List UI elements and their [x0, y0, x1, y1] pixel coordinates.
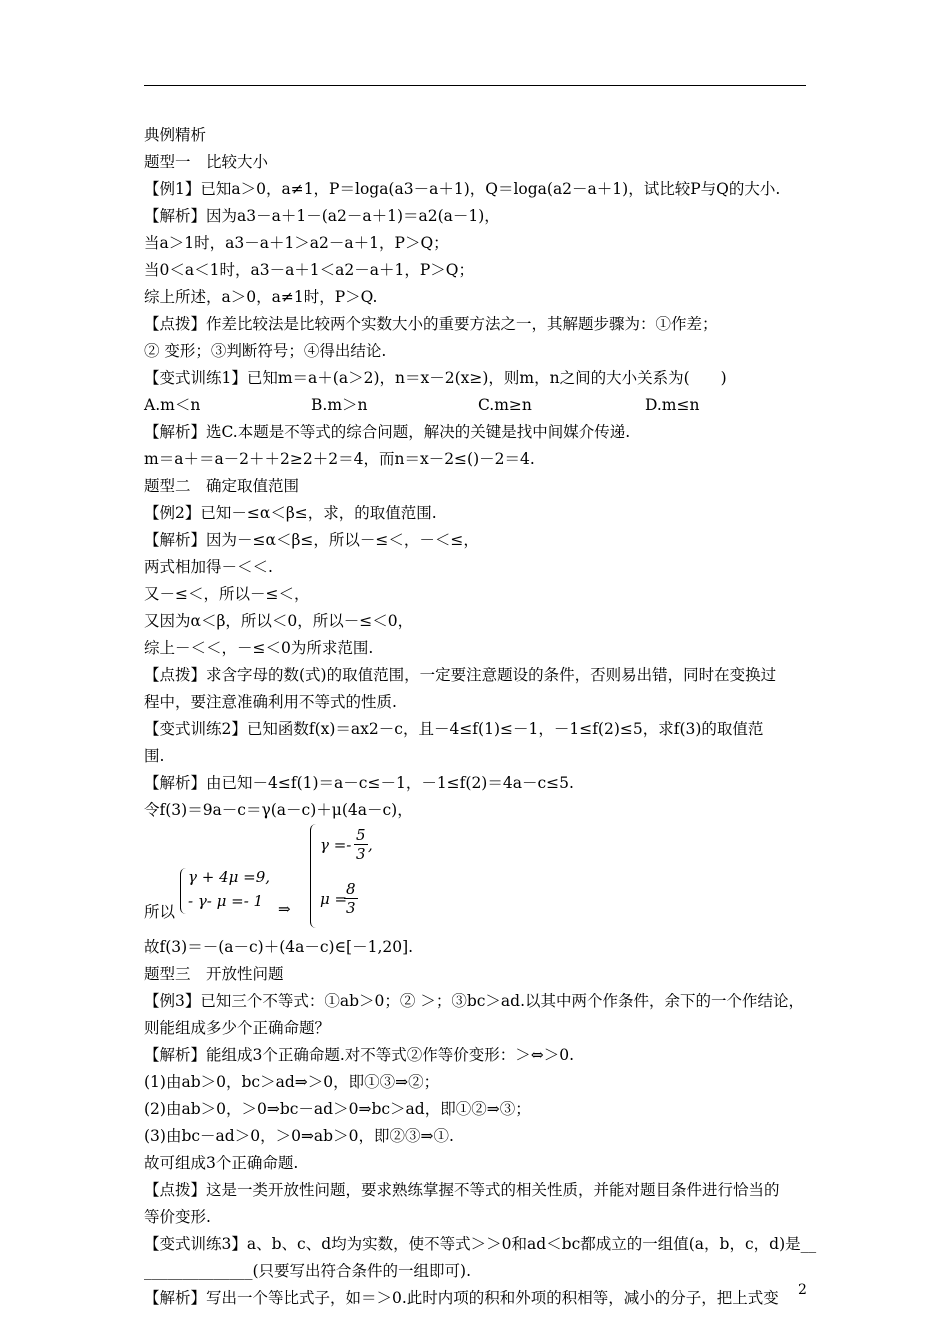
text-line: 【例2】已知－≤α＜β≤，求，的取值范围.: [144, 504, 437, 522]
text-line: 当0＜a＜1时，a3－a＋1＜a2－a＋1，P＞Q；: [144, 261, 475, 279]
left-brace: [180, 868, 187, 914]
text-line: 【点拨】作差比较法是比较两个实数大小的重要方法之一，其解题步骤为：①作差；: [144, 315, 718, 333]
text-line: 故f(3)＝－(a－c)＋(4a－c)∈[－1,20].: [144, 938, 414, 956]
text-line: 【例3】已知三个不等式：①ab＞0；② ＞；③bc＞ad.以其中两个作条件，余下的一个作结论，: [144, 992, 805, 1010]
text-line: 当a＞1时，a3－a＋1＞a2－a＋1，P＞Q；: [144, 234, 449, 252]
option-d: D.m≤n: [645, 396, 700, 414]
type-heading: 题型二 确定取值范围: [144, 477, 300, 495]
text-line: ② 变形；③判断符号；④得出结论.: [144, 342, 387, 360]
gamma-denominator: 3: [356, 845, 366, 863]
option-c: C.m≥n: [478, 396, 532, 414]
text-line: 围.: [144, 747, 165, 765]
implies-arrow: ⇒: [278, 900, 291, 918]
text-line: (1)由ab＞0，bc＞ad⇒＞0，即①③⇒②；: [144, 1073, 440, 1091]
text-line: 【解析】由已知－4≤f(1)＝a－c≤－1，－1≤f(2)＝4a－c≤5.: [144, 774, 574, 792]
text-line: (3)由bc－ad＞0，＞0⇒ab＞0，即②③⇒①.: [144, 1127, 454, 1145]
gamma-numerator: 5: [356, 826, 366, 844]
text-line: 【变式训练2】已知函数f(x)＝ax2－c，且－4≤f(1)≤－1，－1≤f(2)≤5，求f(3)的取值范: [144, 720, 764, 738]
text-line: 等价变形.: [144, 1208, 211, 1226]
text-line: 【变式训练3】a、b、c、d均为实数，使不等式＞＞0和ad＜bc都成立的一组值(a，b，c，d)是__: [144, 1235, 817, 1253]
document-body: [144, 122, 824, 1312]
right-brace: [310, 824, 317, 928]
mu-fraction: [344, 880, 358, 917]
text-line: 【解析】选C.本题是不等式的综合问题，解决的关键是找中间媒介传递.: [144, 423, 631, 441]
equation-label: 所以: [144, 903, 176, 921]
text-line: 又－≤＜，所以－≤＜，: [144, 585, 310, 603]
equation-row-1: γ + 4μ =9,: [188, 868, 271, 886]
mu-denominator: 3: [346, 899, 356, 917]
text-line: 【解析】因为a3－a＋1－(a2－a＋1)＝a2(a－1)，: [144, 207, 500, 225]
text-line: (2)由ab＞0，＞0⇒bc－ad＞0⇒bc＞ad，即①②⇒③；: [144, 1100, 531, 1118]
text-line: ______________(只要写出符合条件的一组即可).: [144, 1262, 472, 1280]
type-heading: 题型三 开放性问题: [144, 965, 284, 983]
text-line: 【例1】已知a＞0，a≠1，P＝loga(a3－a＋1)，Q＝loga(a2－a＋1)，试比较P与Q的大小.: [144, 180, 781, 198]
mu-numerator: 8: [346, 880, 356, 898]
text-line: 则能组成多少个正确命题？: [144, 1019, 331, 1037]
equation-row-2: - γ- μ =- 1: [188, 892, 264, 910]
page-number: 2: [798, 1282, 807, 1298]
gamma-var: γ =-: [320, 836, 352, 854]
text-line: 【点拨】求含字母的数(式)的取值范围，一定要注意题设的条件，否则易出错，同时在变换过: [144, 666, 777, 684]
text-line: 又因为α＜β，所以＜0，所以－≤＜0，: [144, 612, 414, 630]
answer-options: [144, 392, 824, 419]
gamma-comma: ,: [368, 836, 373, 854]
text-line: 【解析】能组成3个正确命题.对不等式②作等价变形：＞⇔＞0.: [144, 1046, 575, 1064]
mu-var: μ =: [320, 890, 348, 908]
text-line: 故可组成3个正确命题.: [144, 1154, 299, 1172]
text-line: 程中，要注意准确利用不等式的性质.: [144, 693, 397, 711]
header-rule: [144, 85, 806, 86]
option-a: A.m＜n: [144, 396, 201, 414]
text-line: 综上所述，a＞0，a≠1时，P＞Q.: [144, 288, 378, 306]
option-b: B.m＞n: [311, 396, 368, 414]
text-line: 【点拨】这是一类开放性问题，要求熟练掌握不等式的相关性质，并能对题目条件进行恰当的: [144, 1181, 780, 1199]
text-line: m＝a＋＝a－2＋＋2≥2＋2＝4，而n＝x－2≤()－2＝4.: [144, 450, 535, 468]
section-heading: 典例精析: [144, 126, 207, 144]
text-line: 【变式训练1】已知m＝a＋(a＞2)，n＝x－2(x≥)，则m，n之间的大小关系为( ): [144, 369, 727, 387]
type-heading: 题型一 比较大小: [144, 153, 269, 171]
text-line: 两式相加得－＜＜.: [144, 558, 273, 576]
text-line: 令f(3)＝9a－c＝γ(a－c)＋μ(4a－c)，: [144, 801, 413, 819]
equation-system: [144, 824, 824, 934]
text-line: 【解析】因为－≤α＜β≤，所以－≤＜，－＜≤，: [144, 531, 479, 549]
text-line: 【解析】写出一个等比式子，如＝＞0.此时内项的积和外项的积相等，减小的分子，把上式变: [144, 1289, 779, 1307]
text-line: 综上－＜＜，－≤＜0为所求范围.: [144, 639, 374, 657]
gamma-fraction: [354, 826, 368, 863]
